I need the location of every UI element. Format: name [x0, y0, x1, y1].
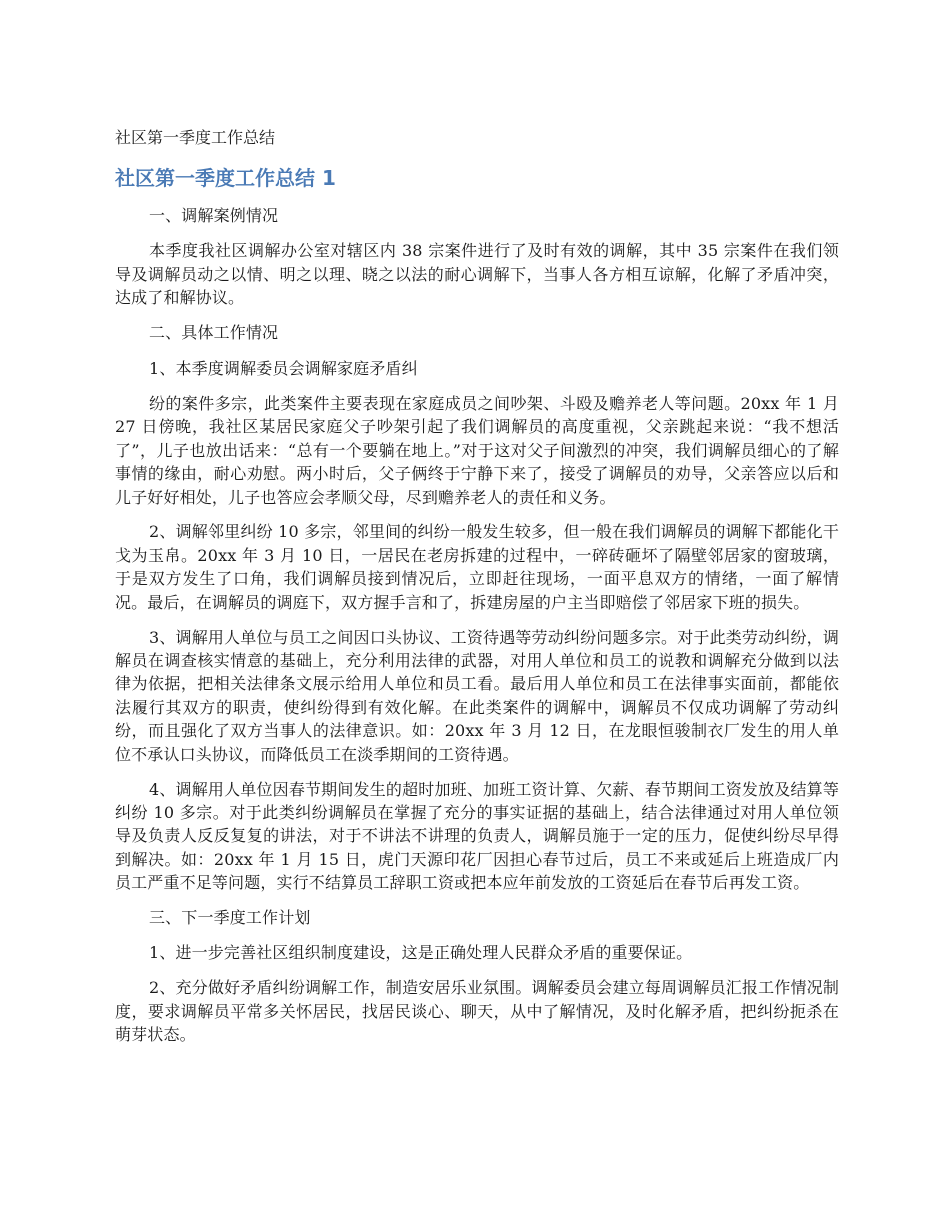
section-title-work-details: 二、具体工作情况 [149, 323, 279, 343]
paragraph-neighbor-disputes: 2、调解邻里纠纷 10 多宗，邻里间的纠纷一般发生较多，但一般在我们调解员的调解下都能化干戈为玉帛。20xx 年 3 月 10 日，一居民在老房拆建的过程中，一碎砖砸坏了隔壁邻居家的窗玻璃，于是双方发生了口角，我们调解员接到情况后，立即赶往现场，一面平息双方的情绪，一面了解情况。最后，在调解员的调庭下，双方握手言和了，拆建房屋的户主当即赔偿了邻居家下班的损失。 [115, 522, 839, 612]
section-title-case-overview: 一、调解案例情况 [149, 206, 279, 225]
document-title: 社区第一季度工作总结 [115, 128, 276, 147]
paragraph-labor-disputes: 3、调解用人单位与员工之间因口头协议、工资待遇等劳动纠纷问题多宗。对于此类劳动纠纷，调解员在调查核实情意的基础上，充分利用法律的武器，对用人单位和员工的说教和调解充分做到以法律为依据，把相关法律条文展示给用人单位和员工看。最后用人单位和员工在法律事实面前，都能依法履行其双方的职责，使纠纷得到有效化解。在此类案件的调解中，调解员不仅成功调解了劳动纠纷，而且强化了双方当事人的法律意识。如：20xx 年 3 月 12 日，在龙眼恒骏制衣厂发生的用人单位不承认口头协议，而降低员工在淡季期间的工资待遇。 [115, 627, 839, 764]
paragraph-case-summary: 本季度我社区调解办公室对辖区内 38 宗案件进行了及时有效的调解，其中 35 宗案件在我们领导及调解员动之以情、明之以理、晓之以法的耐心调解下，当事人各方相互谅解，化解了矛盾冲突，达成了和解协议。 [115, 241, 839, 308]
paragraph-family-disputes: 纷的案件多宗，此类案件主要表现在家庭成员之间吵架、斗殴及赡养老人等问题。20xx 年 1 月 27 日傍晚，我社区某居民家庭父子吵架引起了我们调解员的高度重视，父亲跳起来说：“我不想活了”，儿子也放出话来：“总有一个要躺在地上。”对于这对父子间激烈的冲突，我们调解员细心的了解事情的缘由，耐心劝慰。两小时后，父子俩终于宁静下来了，接受了调解员的劝导，父亲答应以后和儿子好好相处，儿子也答应会孝顺父母，尽到赡养老人的责任和义务。 [115, 393, 839, 507]
paragraph-spring-festival-disputes: 4、调解用人单位因春节期间发生的超时加班、加班工资计算、欠薪、春节期间工资发放及结算等纠纷 10 多宗。对于此类纠纷调解员在掌握了充分的事实证据的基础上，结合法律通过对用人单位领导及负责人反反复复的讲法，对于不讲法不讲理的负责人，调解员施于一定的压力，促使纠纷尽早得到解决。如：20xx 年 1 月 15 日，虎门天源印花厂因担心春节过后，员工不来或延后上班造成厂内员工严重不足等问题，实行不结算员工辞职工资或把本应年前发放的工资延后在春节后再发工资。 [115, 779, 839, 893]
section-title-next-plan: 三、下一季度工作计划 [149, 908, 311, 928]
section-heading: 社区第一季度工作总结 1 [115, 166, 336, 190]
item-family-disputes-heading: 1、本季度调解委员会调解家庭矛盾纠 [149, 358, 418, 378]
document-page [115, 118, 839, 1058]
paragraph-plan-item-1: 1、进一步完善社区组织制度建设，这是正确处理人民群众矛盾的重要保证。 [149, 943, 693, 963]
paragraph-plan-item-2: 2、充分做好矛盾纠纷调解工作，制造安居乐业氛围。调解委员会建立每周调解员汇报工作情况制度，要求调解员平常多关怀居民，找居民谈心、聊天，从中了解情况，及时化解矛盾，把纠纷扼杀在萌芽状态。 [115, 978, 839, 1045]
